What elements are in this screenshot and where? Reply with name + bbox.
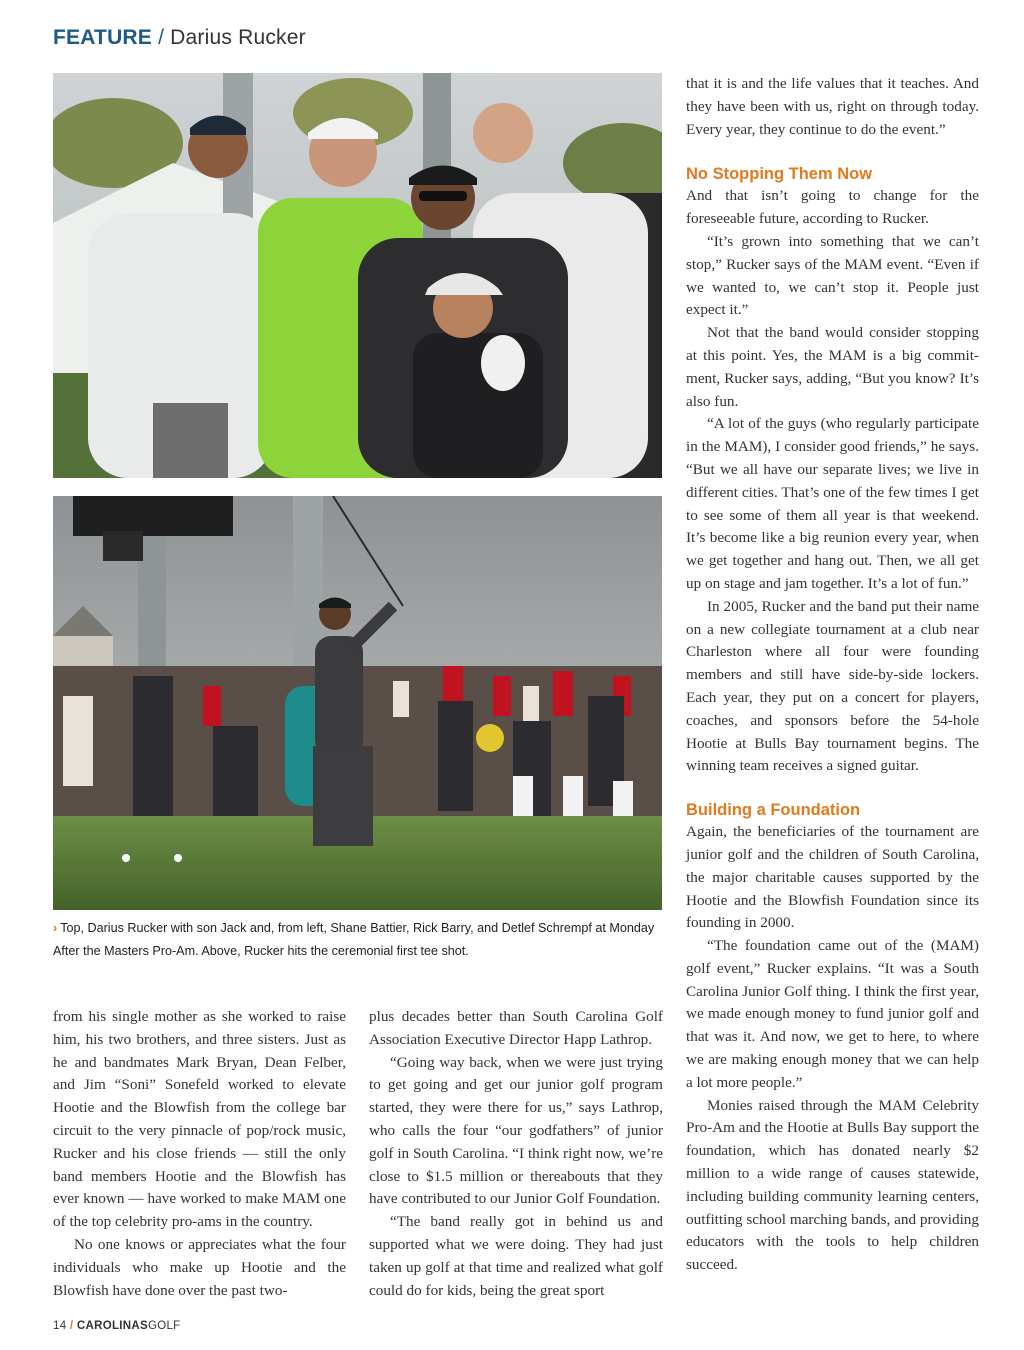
page-header [53, 26, 306, 50]
paragraph: “It’s grown into something that we can’t stop,” Rucker says of the MAM event. “Even if we wanted to, we can’t stop it. People just expect it.” [686, 232, 979, 319]
paragraph: Monies raised through the MAM Celebrity Pro-Am and the Hootie at Bulls Bay support the foundation, which has donated nearly $2 million to a wide range of causes statewide, including building community learning centers, outfitting school marching bands, and providing educators with the tools to help children succeed. [686, 1096, 979, 1274]
paragraph: Again, the beneficiaries of the tournament are junior golf and the children of South Carolina, the major charitable causes supported by the Hootie and the Blowfish Foundation since its founding in 2000. [686, 823, 979, 932]
article-column-2 [369, 1006, 663, 1302]
paragraph: No one knows or appreciates what the four individuals who make up Hootie and the Blowfish have done over the past two- [53, 1235, 346, 1299]
footer-separator: / [69, 1320, 74, 1332]
tee-shot-photo-icon [53, 496, 662, 910]
page-footer [53, 1320, 180, 1332]
paragraph: “A lot of the guys (who regularly participate in the MAM), I consider good friends,” he says. “But we all have our separate lives; we live in different cities. That’s one of the few times I get to see some of them all year is that weekend. It’s become like a big reunion every year, when we get together and hang out. Then, we all get up on stage and jam together. It’s a lot of fun.” [686, 415, 979, 592]
paragraph: that it is and the life values that it teaches. And they have been with us, right on through today. Every year, they continue to do the event.” [686, 75, 979, 138]
magazine-brand: CAROLINAS [76, 1320, 148, 1332]
paragraph: “Going way back, when we were just trying to get going and get our junior golf program started, they were there for us,” says Lathrop, who calls the four “our godfathers” of junior golf in South Carolina. “I think right now, we’re close to $1.5 million or thereabouts that they have contributed to our Junior Golf Foundation. [369, 1053, 663, 1208]
paragraph: plus decades better than South Carolina Golf Association Executive Director Happ Lathrop. [369, 1008, 663, 1048]
section-label: FEATURE [53, 26, 153, 49]
paragraph: “The band really got in behind us and supported what we were doing. They had just taken up golf at that time and realized what golf could do for kids, being the great sport [369, 1213, 663, 1299]
article-column-3 [686, 73, 979, 1277]
photo-caption [53, 917, 665, 963]
bottom-photo [53, 496, 662, 910]
subheading-building-foundation: Building a Foundation [686, 801, 861, 820]
magazine-brand-suffix: GOLF [147, 1320, 181, 1332]
paragraph: And that isn’t going to change for the foreseeable future, according to Rucker. [686, 187, 979, 228]
caption-text: Top, Darius Rucker with son Jack and, from left, Shane Battier, Rick Barry, and Detlef Schrempf at Monday After the Masters Pro-Am. Above, Rucker hits the ceremonial first tee shot. [53, 921, 655, 958]
paragraph: “The foundation came out of the (MAM) golf event,” Rucker explains. “It was a South Carolina Junior Golf thing. I think the first year, we made enough money to fund junior golf and that was it. And now, we get to here, to where we are making enough money that we can help a lot more people.” [686, 937, 979, 1091]
paragraph: from his single mother as she worked to raise him, his two brothers, and three sisters. Just as he and bandmates Mark Bryan, Dean Felber, and Jim “Soni” Sonefeld worked to elevate Hootie and the Blowfish from the college bar circuit to the very pinnacle of pop/rock music, Rucker and his close friends — still the only band members Hootie and the Blowfish has ever known — have worked to make MAM one of the top celebrity pro-ams in the country. [53, 1008, 346, 1231]
chevron-right-icon: › [53, 921, 58, 935]
group-portrait-photo-icon [53, 73, 662, 478]
paragraph: In 2005, Rucker and the band put their name on a new collegiate tournament at a club near Charleston where all four were founding members and still have side-by-side lockers. Each year, they put on a concert for players, coaches, and sponsors before the 54-hole Hootie at Bulls Bay tournament begins. The winning team receives a signed guitar. [686, 597, 979, 775]
top-photo [53, 73, 662, 478]
subheading-no-stopping: No Stopping Them Now [686, 165, 873, 184]
article-column-1 [53, 1006, 346, 1302]
page-number: 14 [53, 1320, 67, 1332]
feature-subject: Darius Rucker [170, 26, 306, 49]
paragraph: Not that the band would consider stopping at this point. Yes, the MAM is a big commit-ment, Rucker says, adding, “But you know? It’s also fun. [686, 324, 979, 410]
header-separator: / [158, 26, 165, 49]
